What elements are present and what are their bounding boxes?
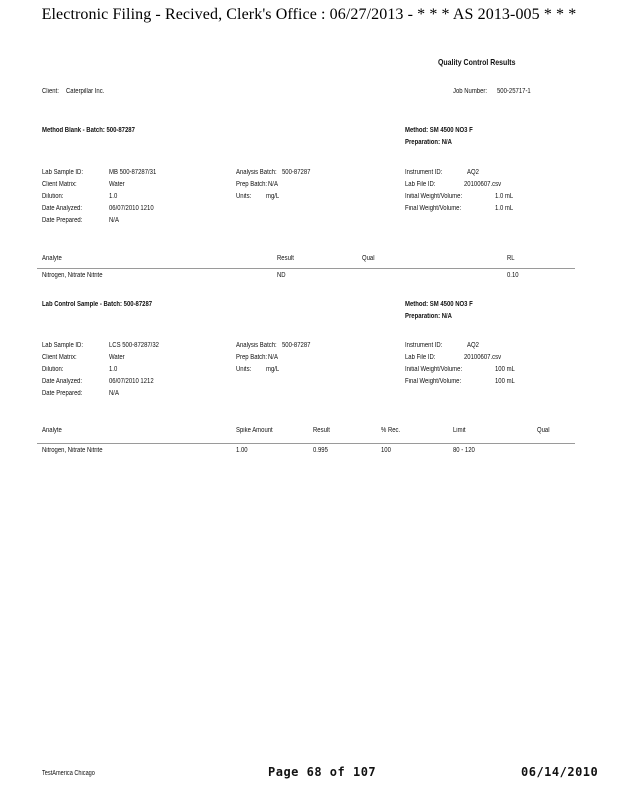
lcs-label: Units: xyxy=(236,366,252,373)
mb-table-header: Result xyxy=(277,255,294,262)
lcs-table-cell: 0.995 xyxy=(313,447,328,454)
mb-value: Water xyxy=(109,181,125,188)
mb-table-rule xyxy=(37,268,575,269)
footer-page-number: Page 68 of 107 xyxy=(268,765,377,779)
mb-value: 1.0 xyxy=(109,193,118,200)
job-number-label: Job Number: xyxy=(453,88,488,95)
mb-value: 20100607.csv xyxy=(464,181,502,188)
lcs-label: Date Prepared: xyxy=(42,390,83,397)
lcs-label: Lab Sample ID: xyxy=(42,342,84,349)
lcs-method: Method: SM 4500 NO3 F xyxy=(405,301,473,308)
lcs-value: 100 mL xyxy=(495,378,515,385)
mb-value: 06/07/2010 1210 xyxy=(109,205,154,212)
lcs-value: N/A xyxy=(268,354,278,361)
lcs-value: 1.0 xyxy=(109,366,118,373)
lcs-label: Prep Batch: xyxy=(236,354,268,361)
mb-value: AQ2 xyxy=(467,169,479,176)
filing-stamp: Electronic Filing - Recived, Clerk's Office : 06/27/2013 - * * * AS 2013-005 * * * xyxy=(41,6,577,23)
mb-label: Instrument ID: xyxy=(405,169,443,176)
mb-value: N/A xyxy=(109,217,119,224)
lcs-value: mg/L xyxy=(266,366,280,373)
lcs-value: 100 mL xyxy=(495,366,515,373)
mb-value: mg/L xyxy=(266,193,280,200)
lcs-table-cell: 80 - 120 xyxy=(453,447,475,454)
mb-value: 1.0 mL xyxy=(495,205,514,212)
lcs-table-cell: 100 xyxy=(381,447,391,454)
footer-date: 06/14/2010 xyxy=(521,765,599,779)
client-label: Client: xyxy=(42,88,59,95)
mb-label: Prep Batch: xyxy=(236,181,268,188)
mb-label: Final Weight/Volume: xyxy=(405,205,462,212)
lcs-table-cell: 1.00 xyxy=(236,447,248,454)
lcs-label: Lab File ID: xyxy=(405,354,436,361)
lcs-label: Analysis Batch: xyxy=(236,342,277,349)
lcs-prep: Preparation: N/A xyxy=(405,313,452,320)
lcs-table-header: Limit xyxy=(453,427,466,434)
lcs-table-cell: Nitrogen, Nitrate Nitrite xyxy=(42,447,103,454)
mb-label: Analysis Batch: xyxy=(236,169,277,176)
mb-table-header: Qual xyxy=(362,255,375,262)
mb-table-cell: Nitrogen, Nitrate Nitrite xyxy=(42,272,103,279)
lcs-value: 20100607.csv xyxy=(464,354,502,361)
mb-label: Lab File ID: xyxy=(405,181,436,188)
mb-table-cell: 0.10 xyxy=(507,272,519,279)
lcs-label: Client Matrix: xyxy=(42,354,77,361)
lcs-value: LCS 500-87287/32 xyxy=(109,342,159,349)
job-number-value: 500-25717-1 xyxy=(497,88,531,95)
mb-label: Lab Sample ID: xyxy=(42,169,84,176)
lcs-value: N/A xyxy=(109,390,119,397)
lcs-table-header: % Rec. xyxy=(381,427,401,434)
lcs-label: Dilution: xyxy=(42,366,64,373)
lcs-label: Final Weight/Volume: xyxy=(405,378,462,385)
client-value: Caterpillar Inc. xyxy=(66,88,105,95)
mb-value: 1.0 mL xyxy=(495,193,514,200)
footer-lab-name: TestAmerica Chicago xyxy=(42,770,95,777)
mb-label: Initial Weight/Volume: xyxy=(405,193,463,200)
method-blank-heading: Method Blank - Batch: 500-87287 xyxy=(42,127,135,134)
lcs-value: AQ2 xyxy=(467,342,479,349)
lcs-label: Instrument ID: xyxy=(405,342,443,349)
mb-label: Date Prepared: xyxy=(42,217,83,224)
lcs-table-header: Qual xyxy=(537,427,550,434)
mb-label: Dilution: xyxy=(42,193,64,200)
mb-table-cell: ND xyxy=(277,272,286,279)
lcs-heading: Lab Control Sample - Batch: 500-87287 xyxy=(42,301,153,308)
mb-table-header: RL xyxy=(507,255,515,262)
mb-value: MB 500-87287/31 xyxy=(109,169,157,176)
lcs-table-header: Spike Amount xyxy=(236,427,273,434)
lcs-table-rule xyxy=(37,443,575,444)
report-title: Quality Control Results xyxy=(438,57,516,67)
lcs-table-header: Analyte xyxy=(42,427,62,434)
mb-label: Date Analyzed: xyxy=(42,205,83,212)
lcs-table-header: Result xyxy=(313,427,330,434)
lcs-value: 500-87287 xyxy=(282,342,311,349)
lcs-value: 06/07/2010 1212 xyxy=(109,378,154,385)
mb-label: Client Matrix: xyxy=(42,181,77,188)
lcs-label: Date Analyzed: xyxy=(42,378,83,385)
method-blank-prep: Preparation: N/A xyxy=(405,139,452,146)
lcs-value: Water xyxy=(109,354,125,361)
method-blank-method: Method: SM 4500 NO3 F xyxy=(405,127,473,134)
mb-table-header: Analyte xyxy=(42,255,62,262)
lcs-label: Initial Weight/Volume: xyxy=(405,366,463,373)
mb-label: Units: xyxy=(236,193,252,200)
mb-value: N/A xyxy=(268,181,278,188)
mb-value: 500-87287 xyxy=(282,169,311,176)
